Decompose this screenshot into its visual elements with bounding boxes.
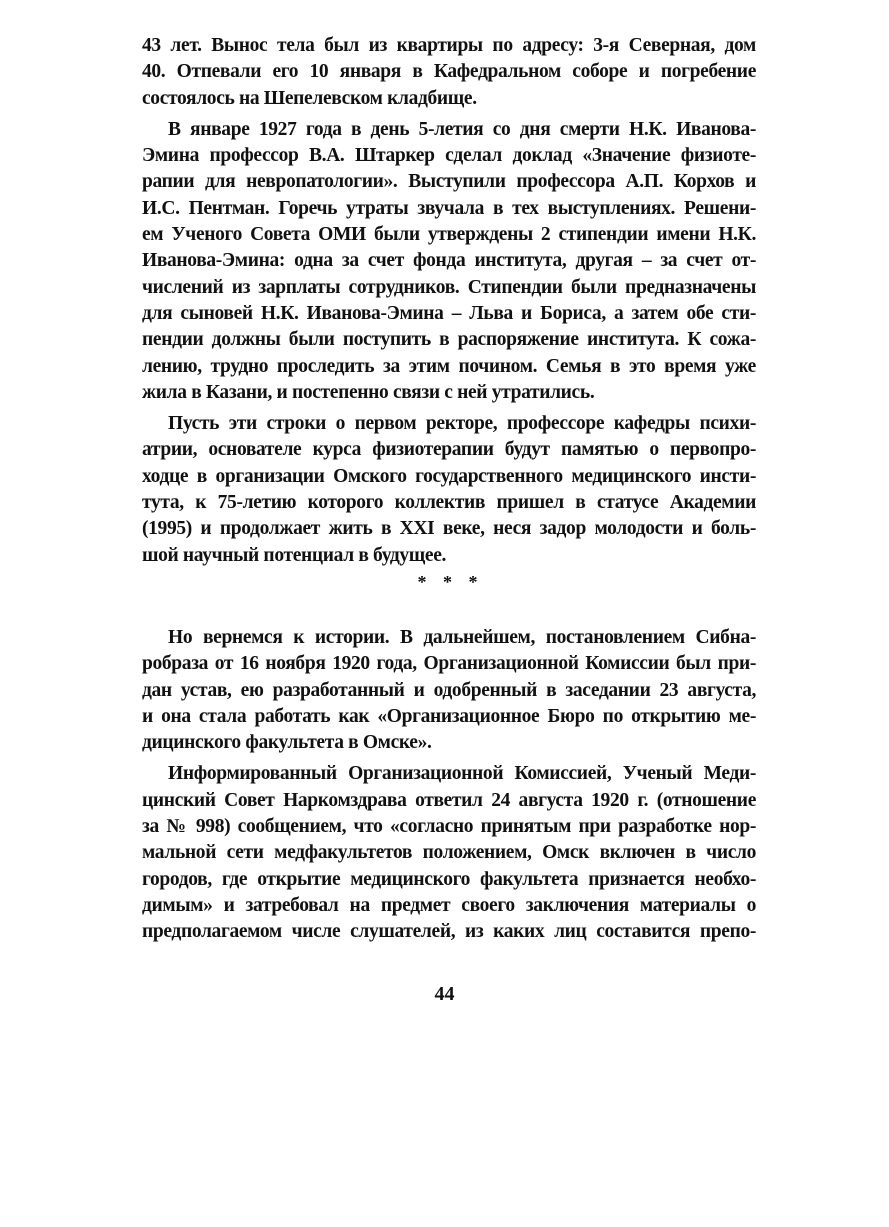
- text-line: и она стала работать как «Организационное Бюро по открытию ме-: [142, 705, 756, 727]
- text-line: Эмина профессор В.А. Штаркер сделал доклад «Значение физиоте-: [142, 145, 756, 167]
- text-line: дицинского факультета в Омске».: [142, 732, 432, 754]
- text-line: для сыновей Н.К. Иванова-Эмина – Льва и Бориса, а затем обе сти-: [142, 302, 756, 324]
- text-line: И.С. Пентман. Горечь утраты звучала в тех выступлениях. Решени-: [142, 197, 756, 219]
- text-line: В январе 1927 года в день 5-летия со дня смерти Н.К. Иванова-: [168, 118, 756, 140]
- text-line: Информированный Организационной Комиссией, Ученый Меди-: [168, 763, 756, 785]
- text-line: лению, трудно проследить за этим почином. Семья в это время уже: [142, 355, 756, 377]
- text-line: числений из зарплаты сотрудников. Стипендии были предназначены: [142, 276, 756, 298]
- text-line: шой научный потенциал в будущее.: [142, 544, 447, 566]
- text-line: рапии для невропатологии». Выступили профессора А.П. Корхов и: [142, 171, 756, 193]
- text-line: Но вернемся к истории. В дальнейшем, постановлением Сибна-: [168, 627, 756, 648]
- text-block-lower: [142, 625, 756, 951]
- paragraph-3: [142, 411, 756, 569]
- text-line: жила в Казани, и постепенно связи с ней утратились.: [142, 381, 595, 403]
- text-line: состоялось на Шепелевском кладбище.: [142, 87, 477, 109]
- text-line: Пусть эти строки о первом ректоре, профессоре кафедры психи-: [168, 413, 756, 435]
- text-line: робраза от 16 ноября 1920 года, Организационной Комиссии был при-: [142, 653, 756, 675]
- page-number: 44: [434, 983, 455, 1005]
- text-line: мальной сети медфакультетов положением, Омск включен в число: [142, 842, 756, 864]
- text-line: предполагаемом числе слушателей, из каких лиц составится препо-: [142, 921, 756, 943]
- text-line: димым» и затребовал на предмет своего заключения материалы о: [142, 894, 756, 916]
- text-line: Иванова-Эмина: одна за счет фонда института, другая – за счет от-: [142, 250, 756, 272]
- text-line: дан устав, ею разработанный и одобренный в заседании 23 августа,: [142, 679, 756, 701]
- paragraph-5: [142, 761, 756, 945]
- text-line: ем Ученого Совета ОМИ были утверждены 2 стипендии имени Н.К.: [142, 224, 756, 246]
- paragraph-1: [142, 33, 756, 112]
- text-line: 43 лет. Вынос тела был из квартиры по адресу: 3-я Северная, дом: [142, 35, 756, 56]
- text-line: за № 998) сообщением, что «согласно принятым при разработке нор-: [142, 816, 756, 838]
- text-line: тута, к 75-летию которого коллектив пришел в статусе Академии: [142, 492, 756, 514]
- text-line: пендии должны были поступить в распоряжение института. К сожа-: [142, 329, 756, 351]
- text-line: (1995) и продолжает жить в XXI веке, неся задор молодости и боль-: [142, 518, 756, 540]
- text-line: 40. Отпевали его 10 января в Кафедральном соборе и погребение: [142, 61, 756, 83]
- text-line: атрии, основателе курса физиотерапии будут памятью о первопро-: [142, 439, 756, 461]
- paragraph-2: [142, 117, 756, 406]
- text-line: цинский Совет Наркомздрава ответил 24 августа 1920 г. (отношение: [142, 789, 756, 811]
- section-separator: * * *: [417, 572, 484, 592]
- text-block-upper: [142, 33, 756, 574]
- text-line: городов, где открытие медицинского факультета признается необхо-: [142, 868, 756, 890]
- paragraph-4: [142, 625, 756, 756]
- text-line: ходце в организации Омского государственного медицинского инсти-: [142, 465, 756, 487]
